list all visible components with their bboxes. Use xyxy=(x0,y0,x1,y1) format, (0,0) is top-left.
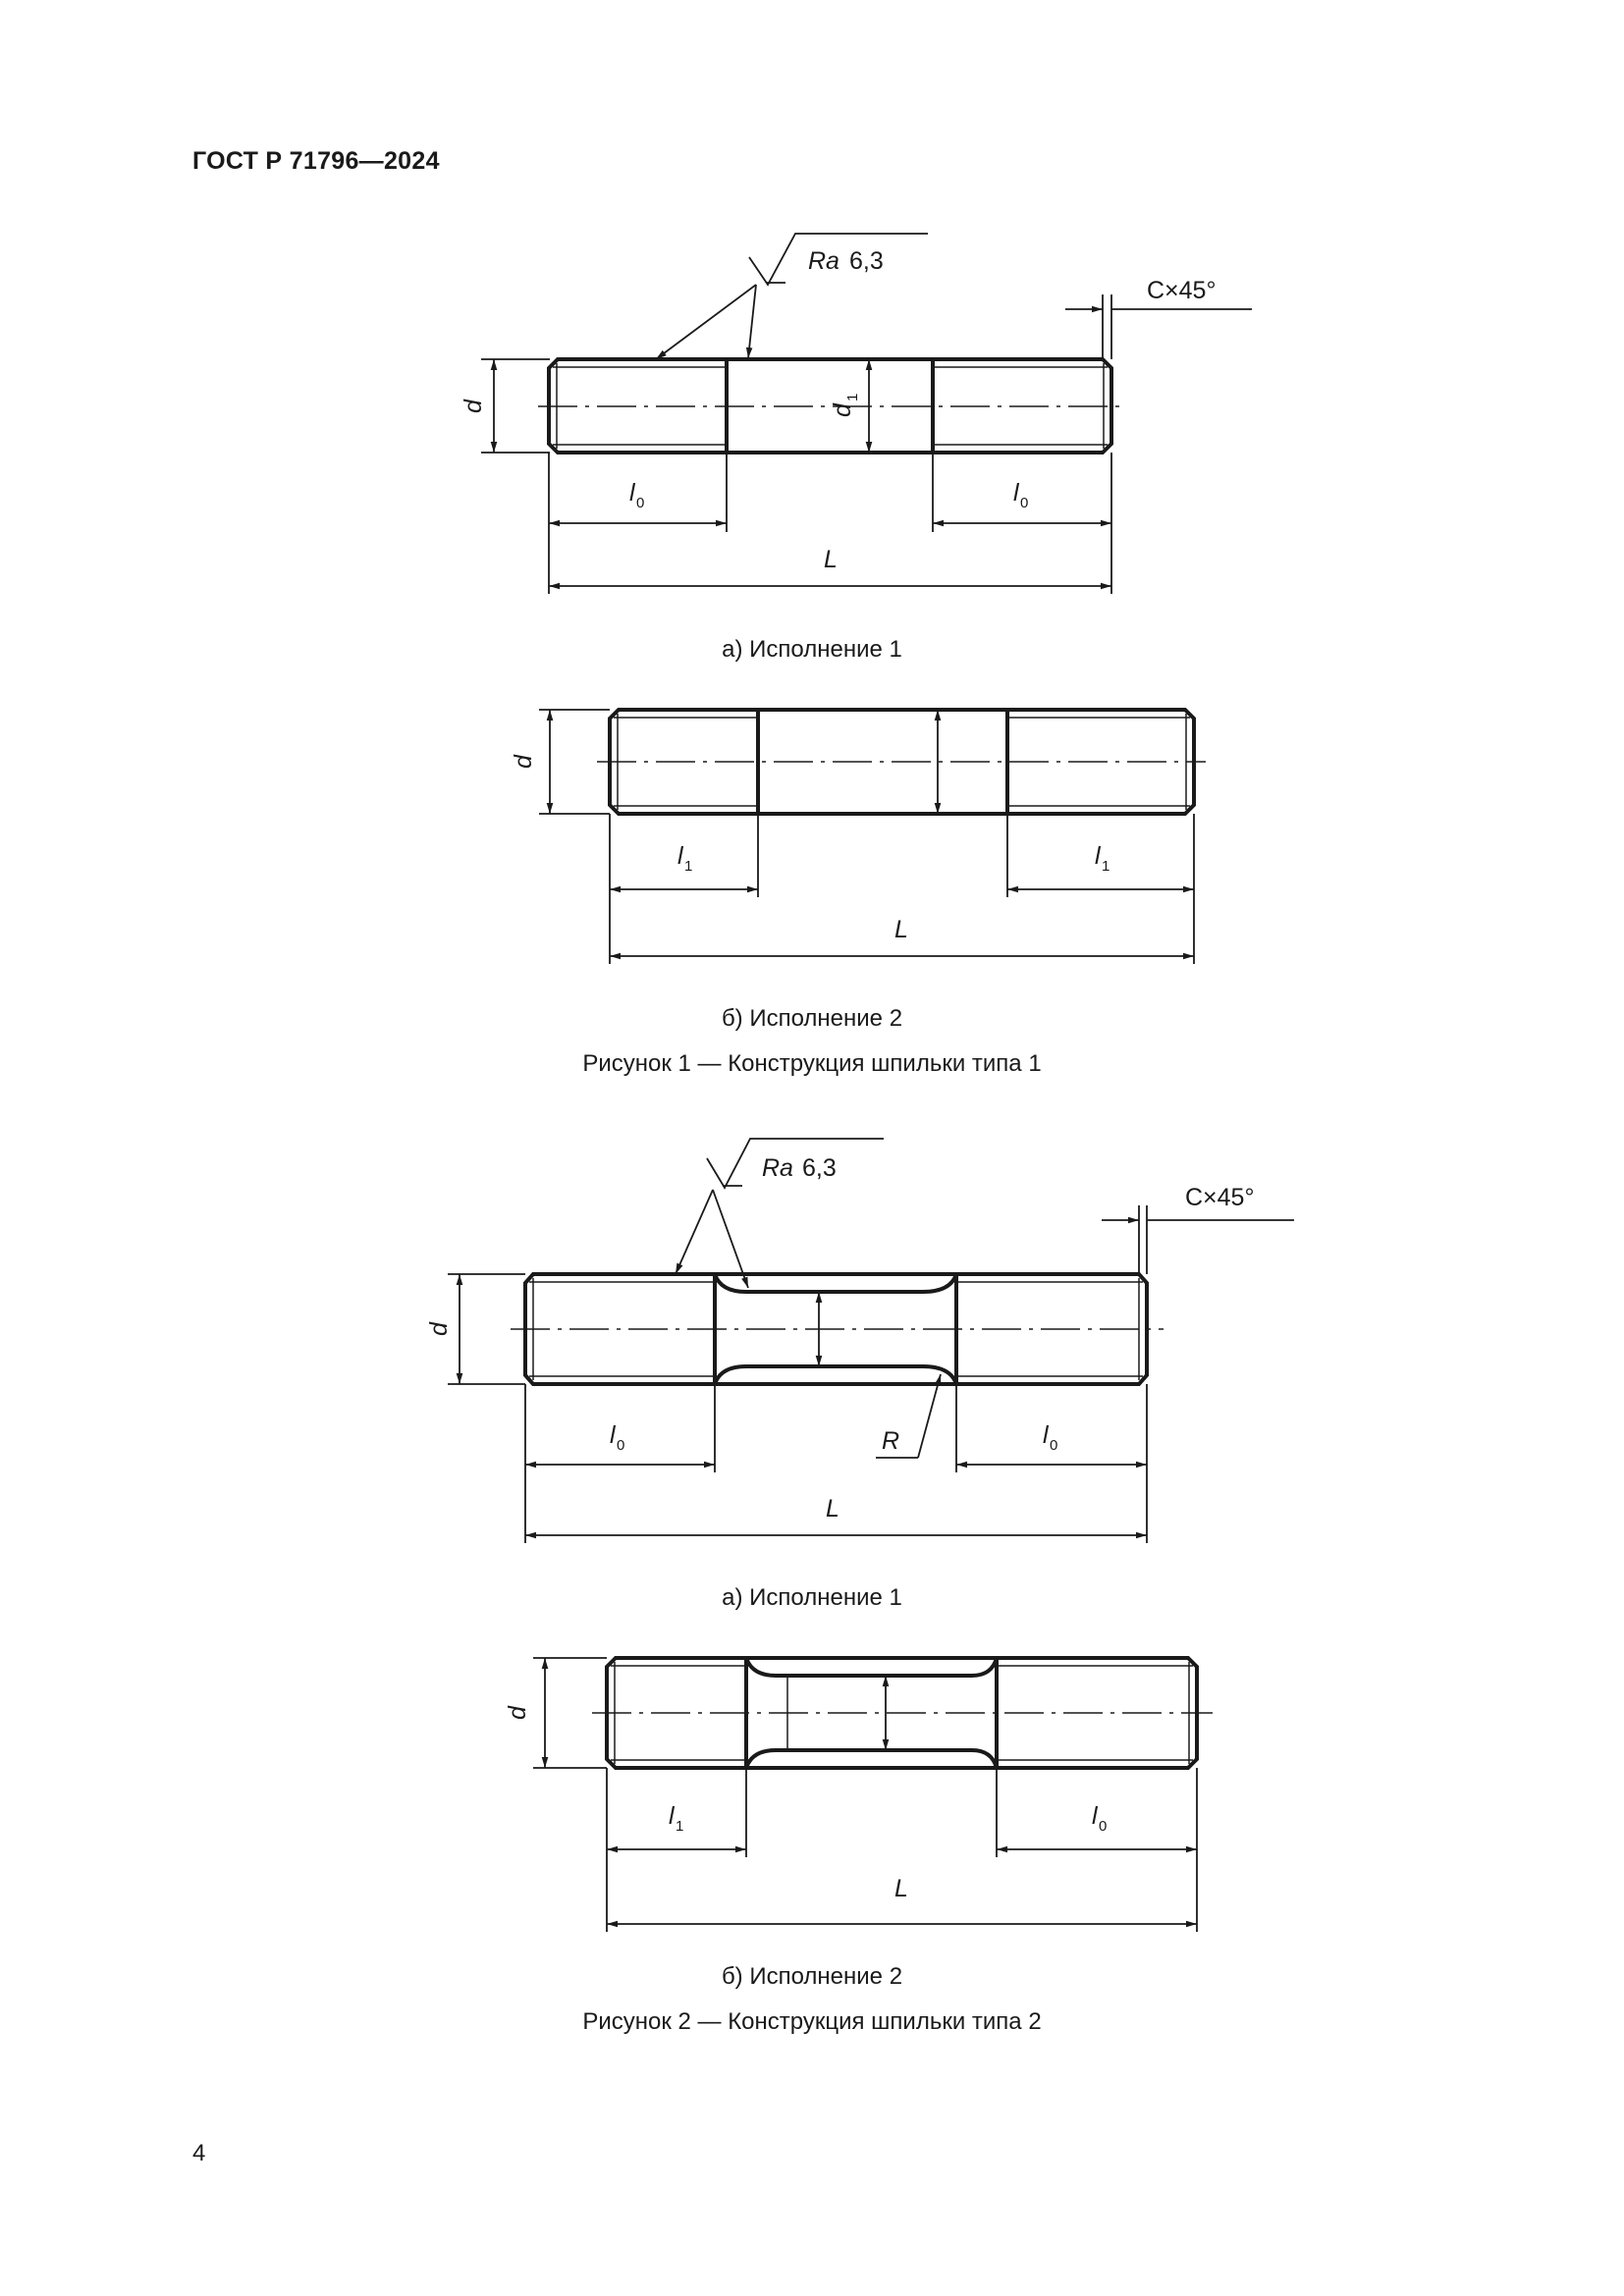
figure1a-subcaption: а) Исполнение 1 xyxy=(722,636,902,663)
dim-L-label: L xyxy=(824,546,838,573)
dim-d-label: d xyxy=(425,1322,453,1336)
figure2a-drawing xyxy=(448,1139,1294,1543)
dim-l1-left-label: l xyxy=(677,842,683,870)
dim-l1-left-subscript: 1 xyxy=(684,858,693,875)
dim-l0-left-subscript: 0 xyxy=(636,495,645,511)
dim-d-label: d xyxy=(510,755,537,769)
dim-l0-right-label: l xyxy=(1013,479,1019,507)
dim-l0-right-subscript: 0 xyxy=(1050,1437,1058,1454)
figure2-caption: Рисунок 2 — Конструкция шпильки типа 2 xyxy=(582,2008,1042,2035)
figure1b-drawing xyxy=(539,710,1206,964)
dim-L-label: L xyxy=(894,1875,908,1902)
dim-d-label: d xyxy=(504,1706,531,1720)
dim-R-label: R xyxy=(882,1427,900,1455)
dim-lengths xyxy=(607,1768,1197,1932)
figure1b-labels xyxy=(510,754,1110,943)
dim-d1-subscript: 1 xyxy=(844,393,861,401)
roughness-symbol xyxy=(656,234,928,359)
figure1b-subcaption: б) Исполнение 2 xyxy=(721,1005,903,1032)
dim-L-label: L xyxy=(894,916,908,943)
chamfer-label: C×45° xyxy=(1147,277,1217,304)
figure2b-labels xyxy=(504,1705,1107,1902)
dim-l0-right-label: l xyxy=(1043,1421,1049,1449)
dim-d1-label: d xyxy=(829,403,856,417)
roughness-ra-label: Ra xyxy=(762,1154,793,1182)
dim-l0-left-subscript: 0 xyxy=(617,1437,625,1454)
dim-l0-right-subscript: 0 xyxy=(1020,495,1029,511)
dim-l1-right-subscript: 1 xyxy=(1102,858,1110,875)
dim-l1-right-label: l xyxy=(1095,842,1101,870)
roughness-ra-label: Ra xyxy=(808,247,839,275)
page-number: 4 xyxy=(192,2140,206,2166)
chamfer-label: C×45° xyxy=(1185,1184,1255,1211)
dim-l1-left-subscript: 1 xyxy=(676,1818,684,1835)
roughness-value: 6,3 xyxy=(802,1154,837,1182)
dim-l0-left-label: l xyxy=(629,479,635,507)
dim-l1-left-label: l xyxy=(669,1802,675,1830)
figure1a-drawing xyxy=(481,234,1252,594)
dim-l0-right-label: l xyxy=(1092,1802,1098,1830)
document-header: ГОСТ Р 71796—2024 xyxy=(192,147,440,175)
dim-d-label: d xyxy=(460,400,487,413)
figure2a-labels xyxy=(425,1154,1254,1522)
dim-l0-right-subscript: 0 xyxy=(1099,1818,1108,1835)
figure1-caption: Рисунок 1 — Конструкция шпильки типа 1 xyxy=(582,1050,1042,1077)
figure2b-drawing xyxy=(533,1658,1213,1932)
chamfer-callout xyxy=(1102,1205,1294,1274)
figure2a-subcaption: а) Исполнение 1 xyxy=(722,1584,902,1611)
dim-L-label: L xyxy=(826,1495,839,1522)
roughness-value: 6,3 xyxy=(849,247,884,275)
dim-l0-left-label: l xyxy=(610,1421,616,1449)
figure2b-subcaption: б) Исполнение 2 xyxy=(721,1963,903,1990)
